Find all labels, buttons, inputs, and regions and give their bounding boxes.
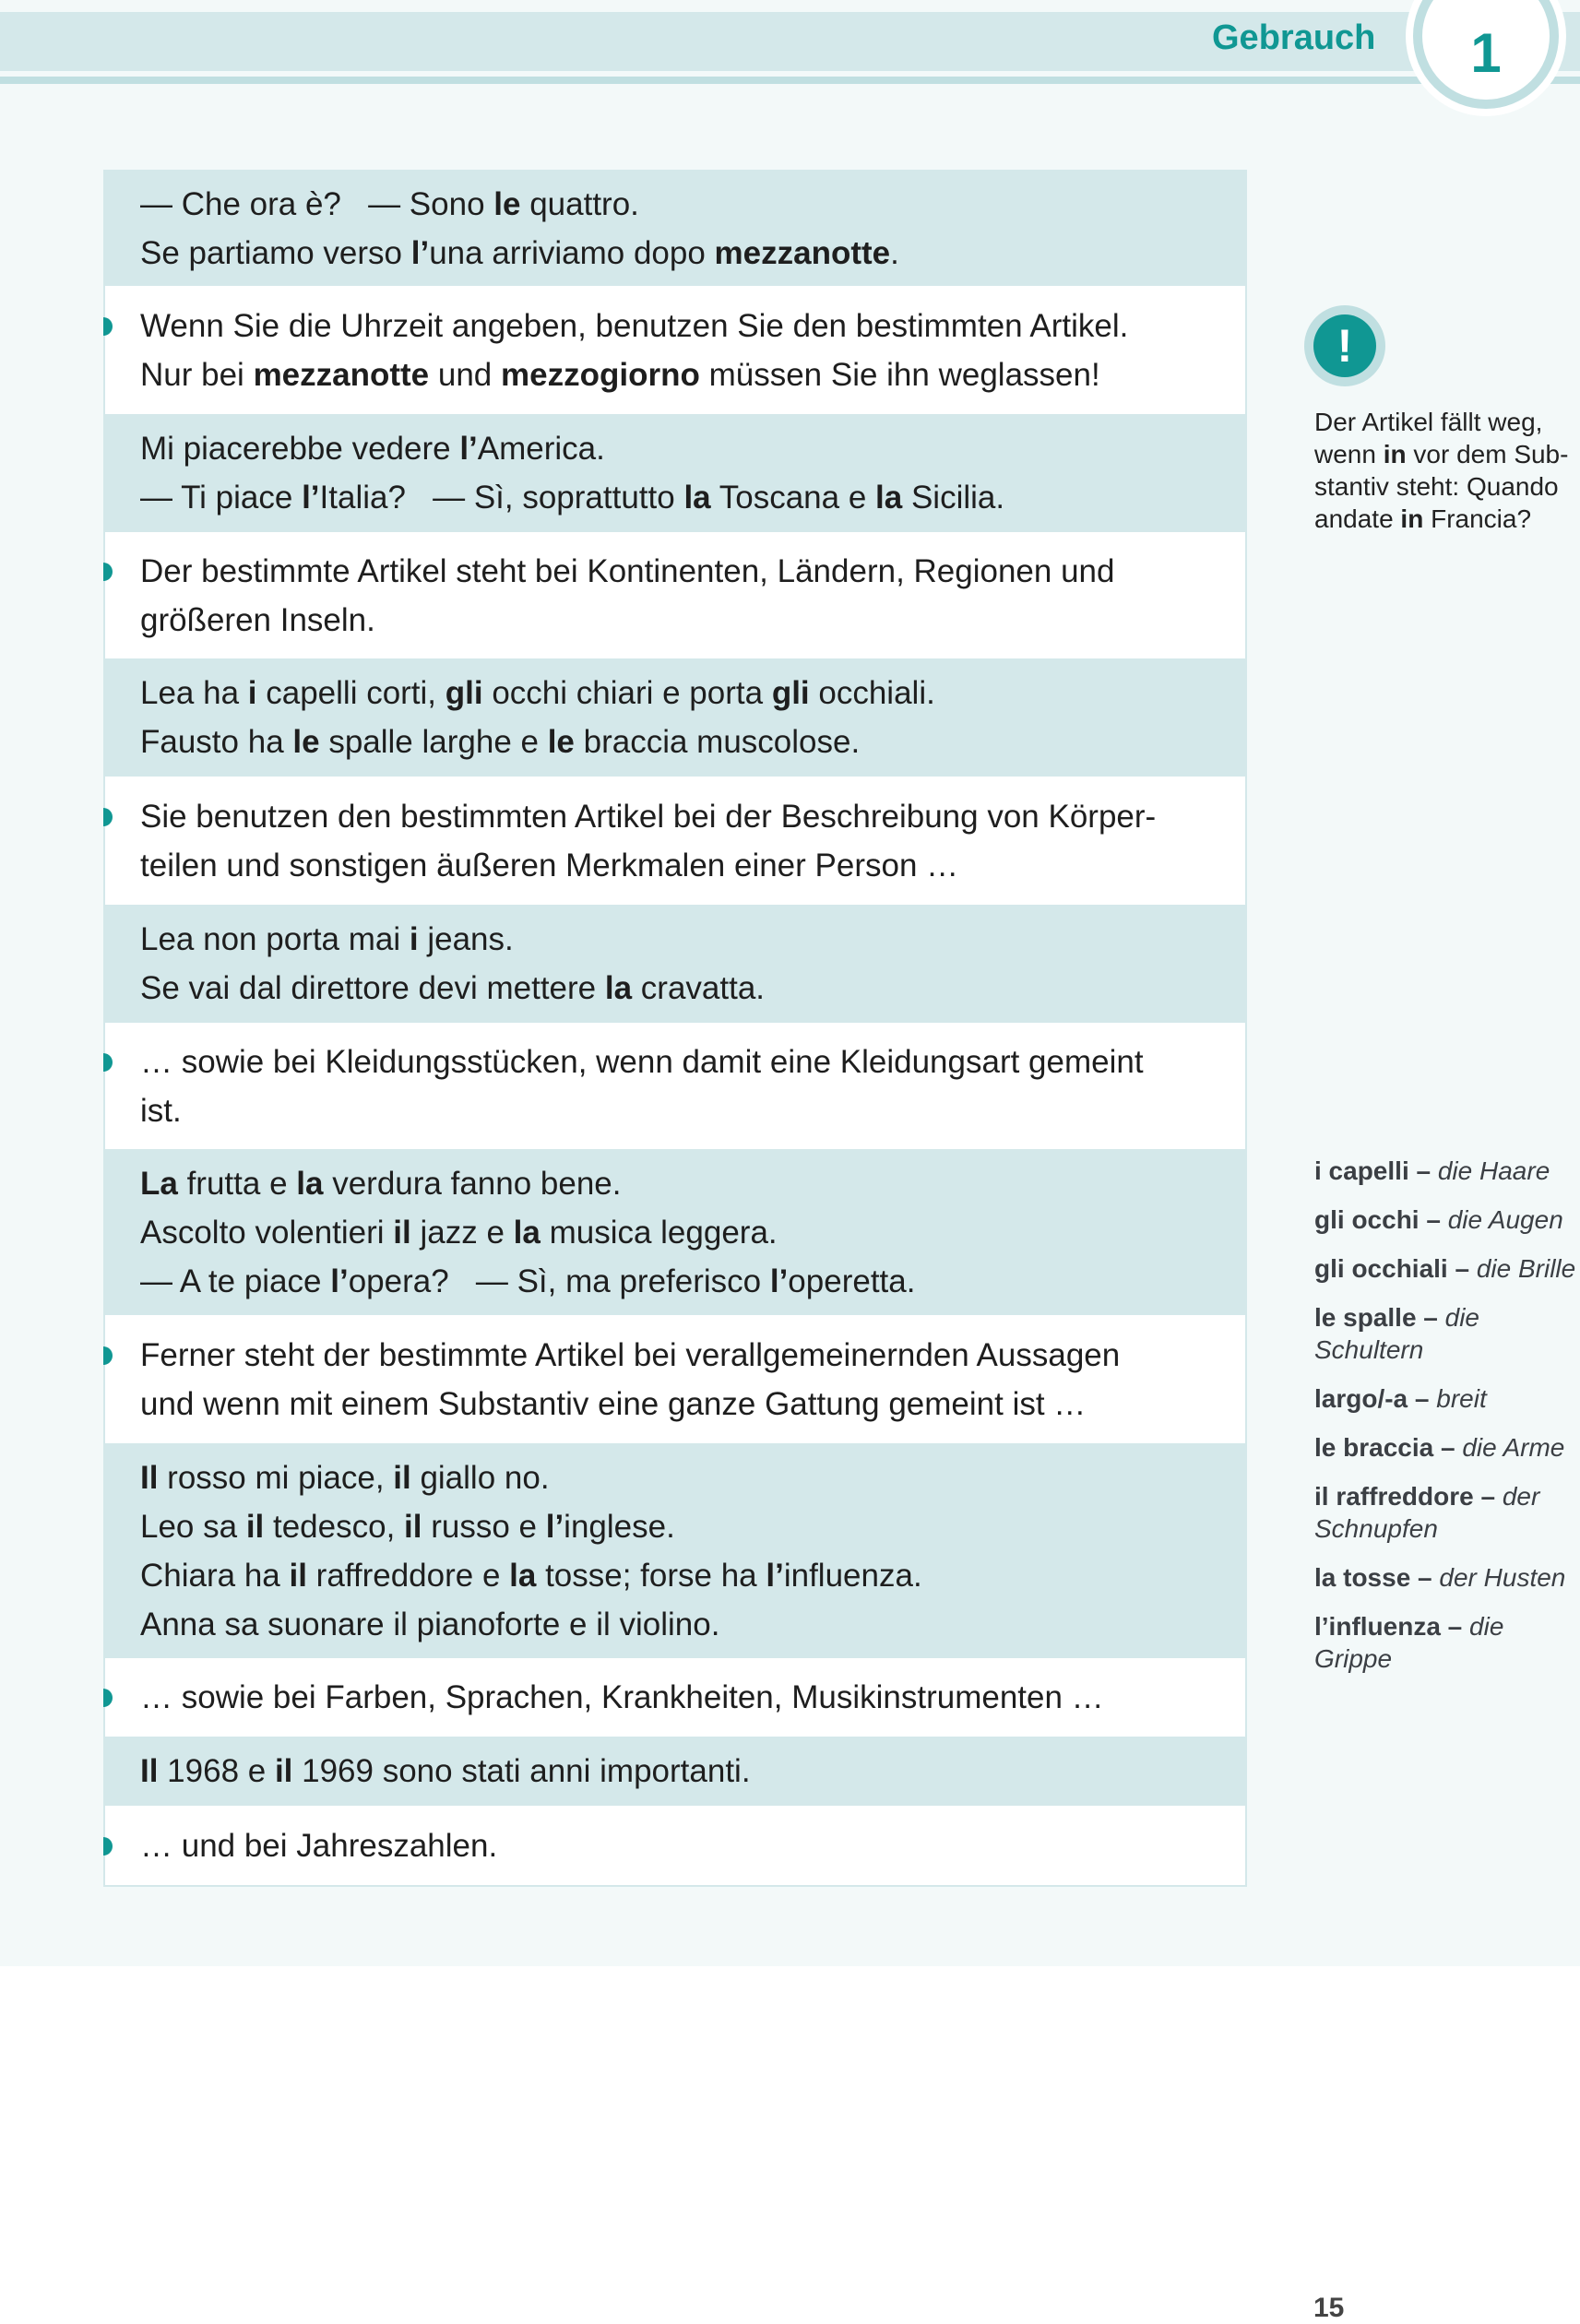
text: größeren Inseln. bbox=[140, 601, 375, 638]
bold-text: l’ bbox=[330, 1263, 349, 1299]
bold-text: Il bbox=[140, 1753, 159, 1789]
text-line bbox=[1314, 438, 1580, 470]
header-stripe bbox=[0, 77, 1580, 84]
text: cravatta. bbox=[632, 970, 766, 1006]
vocab-entry bbox=[1314, 1301, 1580, 1366]
bold-text: La bbox=[140, 1165, 178, 1202]
text-line bbox=[140, 964, 1245, 1013]
text-line bbox=[140, 1208, 1245, 1257]
text: inglese. bbox=[564, 1508, 675, 1545]
text: jeans. bbox=[418, 921, 514, 957]
text-line bbox=[140, 1600, 1245, 1649]
bold-text: l’ bbox=[459, 431, 478, 467]
bold-text: il bbox=[393, 1459, 411, 1496]
bullet-icon bbox=[103, 808, 113, 826]
text: … sowie bei Farben, Sprachen, Krankheiten, Musikinstrumenten … bbox=[140, 1679, 1104, 1715]
bold-text: mezzanotte bbox=[714, 235, 891, 271]
text: capelli corti, bbox=[256, 675, 445, 711]
rule-row bbox=[105, 777, 1245, 905]
text: spalle larghe e bbox=[319, 724, 548, 760]
text: tedesco, bbox=[264, 1508, 405, 1545]
text-line bbox=[140, 1551, 1245, 1600]
text: — A te piace bbox=[140, 1263, 331, 1299]
vocab-italian: la tosse – bbox=[1314, 1563, 1440, 1592]
vocab-italian: i capelli – bbox=[1314, 1156, 1438, 1185]
text: russo e bbox=[422, 1508, 546, 1545]
vocab-german: die Schultern bbox=[1314, 1303, 1480, 1364]
bold-text: l’ bbox=[766, 1557, 784, 1594]
text: occhi chiari e porta bbox=[482, 675, 772, 711]
text-line bbox=[1314, 406, 1580, 438]
text: Sie benutzen den bestimmten Artikel bei der Beschreibung von Körper- bbox=[140, 798, 1157, 835]
text-line bbox=[140, 1453, 1245, 1502]
text-line bbox=[140, 792, 1245, 841]
bullet-icon bbox=[103, 1837, 113, 1856]
bold-text: il bbox=[404, 1508, 422, 1545]
text: America. bbox=[477, 431, 605, 467]
bold-text: il bbox=[245, 1508, 265, 1545]
text: Toscana e bbox=[710, 480, 876, 516]
text-line bbox=[140, 1821, 1245, 1870]
text-line bbox=[140, 596, 1245, 645]
section-title: Gebrauch bbox=[1212, 18, 1376, 57]
bold-text: l’ bbox=[410, 235, 430, 271]
text-line bbox=[140, 1673, 1245, 1722]
page-number: 15 bbox=[1313, 2293, 1345, 2323]
text: und wenn mit einem Substantiv eine ganze Gattung gemeint ist … bbox=[140, 1385, 1087, 1422]
bold-text: i bbox=[247, 675, 257, 711]
rule-row bbox=[105, 1023, 1245, 1149]
text: Se vai dal direttore devi mettere bbox=[140, 970, 605, 1006]
bold-text: in bbox=[1400, 504, 1424, 533]
vocab-german: der Schnupfen bbox=[1314, 1482, 1540, 1543]
text-line bbox=[1314, 470, 1580, 503]
text: — Che ora è? — Sono bbox=[140, 186, 494, 222]
text: Fausto ha bbox=[140, 724, 293, 760]
text: Ascolto volentieri bbox=[140, 1214, 394, 1251]
text: Anna sa suonare il pianoforte e il violino. bbox=[140, 1606, 720, 1642]
vocab-entry bbox=[1314, 1155, 1580, 1187]
rule-row bbox=[105, 1315, 1245, 1443]
bold-text: la bbox=[509, 1557, 537, 1594]
vocab-italian: gli occhi – bbox=[1314, 1205, 1448, 1234]
text-line bbox=[140, 1380, 1245, 1429]
text: musica leggera. bbox=[540, 1214, 778, 1251]
text: und bbox=[429, 356, 502, 393]
text-line bbox=[140, 473, 1245, 522]
bold-text: le bbox=[493, 186, 521, 222]
bold-text: in bbox=[1383, 440, 1407, 468]
text: 1969 sono stati anni importanti. bbox=[292, 1753, 751, 1789]
vocab-entry bbox=[1314, 1431, 1580, 1464]
text: … sowie bei Kleidungsstücken, wenn damit eine Kleidungsart gemeint bbox=[140, 1043, 1144, 1080]
text: tosse; forse ha bbox=[536, 1557, 766, 1594]
text: Nur bei bbox=[140, 356, 254, 393]
vocab-german: breit bbox=[1436, 1384, 1487, 1413]
vocab-italian: largo/-a – bbox=[1314, 1384, 1437, 1413]
bold-text: il bbox=[289, 1557, 307, 1594]
example-row bbox=[105, 1737, 1245, 1806]
text: Der Artikel fällt weg, bbox=[1314, 408, 1543, 436]
example-row bbox=[105, 1149, 1245, 1315]
text: … und bei Jahreszahlen. bbox=[140, 1827, 498, 1864]
bold-text: le bbox=[547, 724, 575, 760]
bold-text: il bbox=[274, 1753, 293, 1789]
side-note bbox=[1314, 406, 1580, 535]
vocab-german: der Husten bbox=[1439, 1563, 1566, 1592]
text: quattro. bbox=[520, 186, 639, 222]
text-line bbox=[140, 547, 1245, 596]
example-row bbox=[105, 414, 1245, 532]
text-line bbox=[140, 302, 1245, 350]
text-line bbox=[1314, 503, 1580, 535]
text: Leo sa bbox=[140, 1508, 246, 1545]
text: rosso mi piace, bbox=[158, 1459, 394, 1496]
text: opera? — Sì, ma preferisco bbox=[348, 1263, 770, 1299]
text-line bbox=[140, 841, 1245, 890]
text: müssen Sie ihn weglassen! bbox=[699, 356, 1100, 393]
bullet-icon bbox=[103, 1346, 113, 1365]
bold-text: il bbox=[393, 1214, 411, 1251]
text-line bbox=[140, 1502, 1245, 1551]
text: teilen und sonstigen äußeren Merkmalen einer Person … bbox=[140, 847, 959, 883]
text: jazz e bbox=[410, 1214, 514, 1251]
text: occhiali. bbox=[809, 675, 935, 711]
text: Ferner steht der bestimmte Artikel bei verallgemeinernden Aussagen bbox=[140, 1336, 1121, 1373]
example-row bbox=[105, 172, 1245, 286]
text: stantiv steht: Quando bbox=[1314, 472, 1559, 501]
text: — Ti piace bbox=[140, 480, 303, 516]
text-line bbox=[140, 1257, 1245, 1306]
text: Lea non porta mai bbox=[140, 921, 410, 957]
vocab-german: die Arme bbox=[1462, 1433, 1565, 1462]
bullet-icon bbox=[103, 1053, 113, 1072]
vocab-german: die Haare bbox=[1437, 1156, 1550, 1185]
vocab-entry bbox=[1314, 1561, 1580, 1594]
rule-row bbox=[105, 1658, 1245, 1737]
grammar-table bbox=[103, 170, 1247, 1887]
text: Francia? bbox=[1423, 504, 1532, 533]
vocab-german: die Brille bbox=[1476, 1254, 1576, 1283]
text: vor dem Sub- bbox=[1406, 440, 1569, 468]
text: operetta. bbox=[788, 1263, 916, 1299]
text-line bbox=[140, 669, 1245, 717]
bold-text: l’ bbox=[769, 1263, 789, 1299]
text: Chiara ha bbox=[140, 1557, 290, 1594]
bold-text: le bbox=[292, 724, 320, 760]
vocab-entry bbox=[1314, 1252, 1580, 1285]
text-line bbox=[140, 350, 1245, 399]
text: verdura fanno bene. bbox=[323, 1165, 622, 1202]
text-line bbox=[140, 424, 1245, 473]
bullet-icon bbox=[103, 317, 113, 336]
exclamation-icon: ! bbox=[1304, 305, 1385, 386]
text: Mi piacerebbe vedere bbox=[140, 431, 460, 467]
vocab-entry bbox=[1314, 1610, 1580, 1675]
bold-text: i bbox=[409, 921, 419, 957]
vocab-entry bbox=[1314, 1480, 1580, 1545]
text: braccia muscolose. bbox=[574, 724, 861, 760]
text: ist. bbox=[140, 1092, 182, 1129]
vocab-italian: le braccia – bbox=[1314, 1433, 1463, 1462]
text: . bbox=[890, 235, 899, 271]
bold-text: mezzanotte bbox=[253, 356, 430, 393]
text-line bbox=[140, 1159, 1245, 1208]
text-line bbox=[140, 1331, 1245, 1380]
vocab-german: die Augen bbox=[1447, 1205, 1563, 1234]
text: Italia? — Sì, soprattutto bbox=[319, 480, 684, 516]
text: giallo no. bbox=[410, 1459, 550, 1496]
text: Se partiamo verso bbox=[140, 235, 411, 271]
bold-text: la bbox=[875, 480, 903, 516]
vocab-italian: l’influenza – bbox=[1314, 1612, 1470, 1641]
bold-text: Il bbox=[140, 1459, 159, 1496]
bold-text: la bbox=[296, 1165, 324, 1202]
text-line bbox=[140, 1747, 1245, 1796]
bold-text: l’ bbox=[302, 480, 320, 516]
text-line bbox=[140, 915, 1245, 964]
text: una arriviamo dopo bbox=[429, 235, 715, 271]
text: raffreddore e bbox=[306, 1557, 510, 1594]
text: Wenn Sie die Uhrzeit angeben, benutzen Sie den bestimmten Artikel. bbox=[140, 307, 1129, 344]
example-row bbox=[105, 1443, 1245, 1658]
bold-text: la bbox=[683, 480, 711, 516]
text: andate bbox=[1314, 504, 1401, 533]
bold-text: gli bbox=[771, 675, 810, 711]
bold-text: gli bbox=[445, 675, 483, 711]
text-line bbox=[140, 1038, 1245, 1086]
vocab-german: die Grippe bbox=[1314, 1612, 1504, 1673]
text: Sicilia. bbox=[902, 480, 1005, 516]
vocab-italian: le spalle – bbox=[1314, 1303, 1445, 1332]
text: wenn bbox=[1314, 440, 1384, 468]
rule-row bbox=[105, 1806, 1245, 1885]
vocabulary-list bbox=[1314, 1155, 1580, 1691]
bold-text: la bbox=[604, 970, 633, 1006]
text: influenza. bbox=[783, 1557, 922, 1594]
vocab-italian: gli occhiali – bbox=[1314, 1254, 1477, 1283]
text-line bbox=[140, 717, 1245, 766]
bold-text: l’ bbox=[545, 1508, 564, 1545]
chapter-number: 1 bbox=[1470, 21, 1502, 84]
text-line bbox=[140, 229, 1245, 278]
example-row bbox=[105, 658, 1245, 777]
text: Lea ha bbox=[140, 675, 248, 711]
text-line bbox=[140, 1086, 1245, 1135]
vocab-entry bbox=[1314, 1204, 1580, 1236]
bullet-icon bbox=[103, 1689, 113, 1707]
text: Der bestimmte Artikel steht bei Kontinenten, Ländern, Regionen und bbox=[140, 552, 1115, 589]
bold-text: la bbox=[513, 1214, 541, 1251]
vocab-entry bbox=[1314, 1382, 1580, 1415]
text: frutta e bbox=[177, 1165, 297, 1202]
text-line bbox=[140, 180, 1245, 229]
example-row bbox=[105, 905, 1245, 1023]
bullet-icon bbox=[103, 563, 113, 581]
text: 1968 e bbox=[158, 1753, 275, 1789]
vocab-italian: il raffreddore – bbox=[1314, 1482, 1503, 1511]
rule-row bbox=[105, 286, 1245, 414]
bold-text: mezzogiorno bbox=[501, 356, 700, 393]
rule-row bbox=[105, 532, 1245, 658]
